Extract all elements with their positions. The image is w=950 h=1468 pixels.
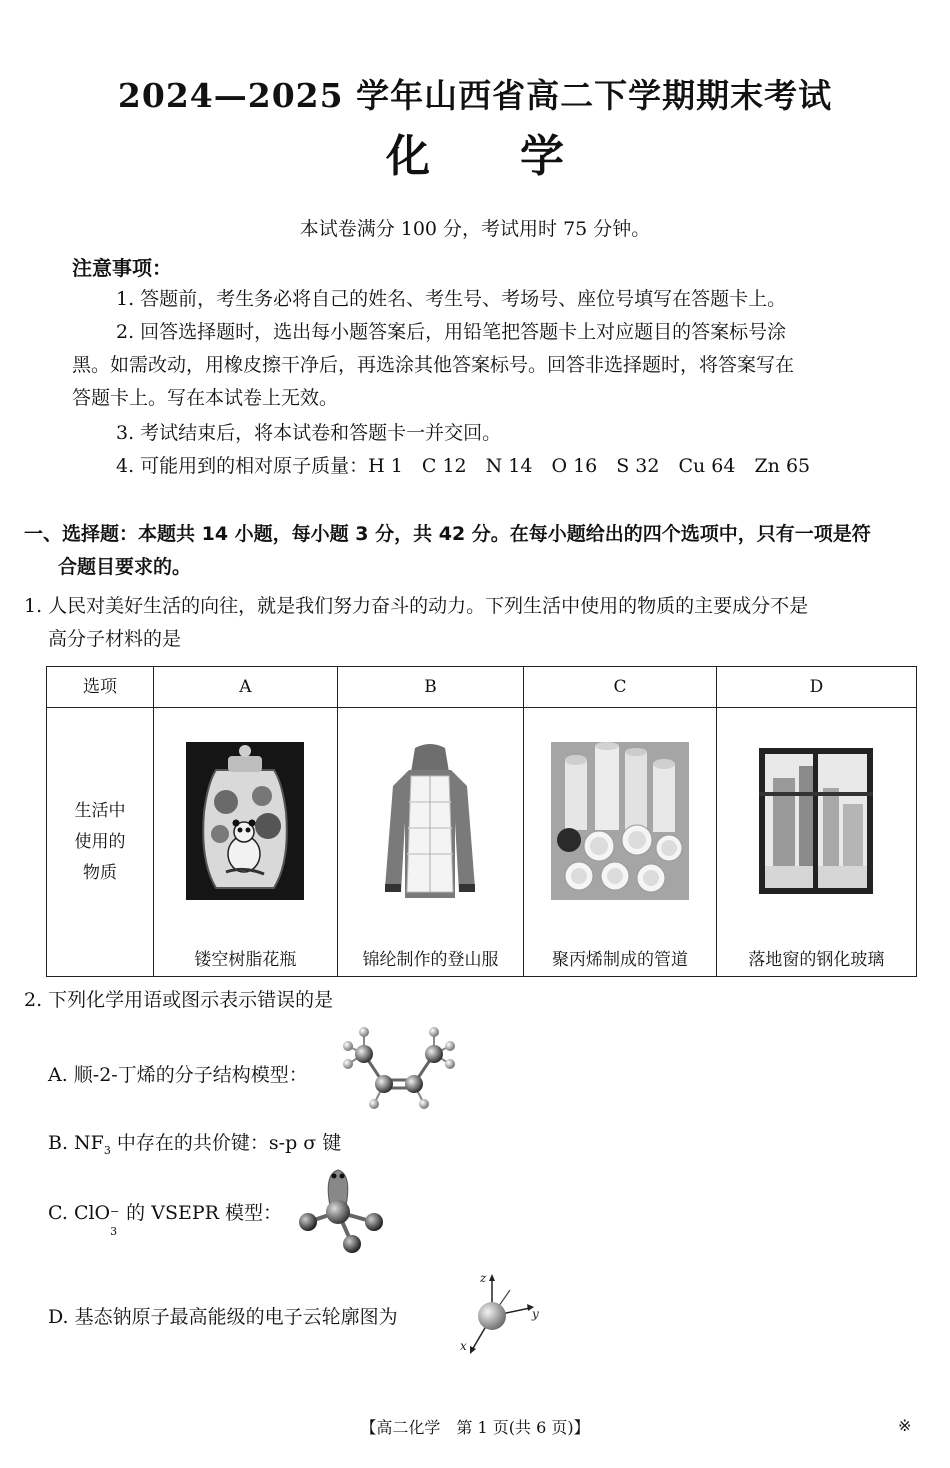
axis-label-z: z — [480, 1271, 487, 1285]
resin-vase-image — [186, 742, 304, 900]
row-label-line: 物质 — [83, 862, 117, 883]
subject-title: 化学 — [386, 131, 654, 182]
option-b-cell — [337, 708, 523, 977]
option-letter: C — [524, 667, 717, 708]
section-heading — [24, 518, 934, 584]
superscript: − — [110, 1205, 120, 1218]
question-2-stem: 2. 下列化学用语或图示表示错误的是 — [24, 989, 334, 1011]
3s-orbital-diagram — [452, 1270, 544, 1362]
option-caption: 锦纶制作的登山服 — [362, 950, 499, 970]
option-c-cell — [524, 708, 717, 977]
pp-pipes-image — [551, 742, 689, 900]
option-letter: B — [337, 667, 523, 708]
option-c-prefix: C. ClO — [48, 1202, 111, 1224]
clo3-vsepr-model — [294, 1164, 386, 1256]
option-caption: 镂空树脂花瓶 — [194, 950, 297, 970]
question-line: 1. 人民对美好生活的向往，就是我们努力奋斗的动力。下列生活中使用的物质的主要成分不是 — [24, 595, 809, 617]
notes-title: 注意事项： — [72, 256, 172, 280]
row-label-line: 使用的 — [74, 831, 126, 852]
row-label — [47, 708, 154, 977]
q2-option-b — [48, 1128, 341, 1157]
note-line: 4. 可能用到的相对原子质量：H 1 C 12 N 14 O 16 S 32 Cu 64 Zn 65 — [116, 455, 811, 477]
cis-2-butene-model — [334, 1024, 464, 1116]
row-label-line: 生活中 — [74, 800, 126, 821]
tempered-glass-window-image — [759, 748, 873, 894]
option-b-prefix: B. NF — [48, 1132, 104, 1154]
page-footer: 【高二化学 第 1 页(共 6 页)】 — [360, 1418, 590, 1437]
option-letter: A — [154, 667, 338, 708]
table-header-label: 选项 — [47, 667, 154, 708]
exam-title: 2024—2025 学年山西省高二下学期期末考试 — [117, 76, 833, 115]
footer-mark: ※ — [898, 1416, 912, 1435]
exam-intro: 本试卷满分 100 分，考试用时 75 分钟。 — [299, 218, 651, 240]
option-d-cell — [716, 708, 916, 977]
axis-label-y: y — [532, 1307, 539, 1321]
option-b-suffix: 中存在的共价键：s-p σ 键 — [110, 1132, 342, 1154]
note-line: 2. 回答选择题时，选出每小题答案后，用铅笔把答题卡上对应题目的答案标号涂 — [116, 321, 787, 343]
subscript: 3 — [103, 1143, 111, 1157]
q2-option-d: D. 基态钠原子最高能级的电子云轮廓图为 — [48, 1306, 398, 1328]
question-1-table — [46, 666, 917, 977]
question-line: 高分子材料的是 — [48, 628, 182, 650]
note-line: 3. 考试结束后，将本试卷和答题卡一并交回。 — [116, 422, 502, 444]
section-line: 一、选择题：本题共 14 小题，每小题 3 分，共 42 分。在每小题给出的四个选项中，只有一项是符 — [24, 523, 871, 545]
option-caption: 落地窗的钢化玻璃 — [748, 950, 885, 970]
mountain-jacket-image — [371, 742, 489, 900]
question-1-stem — [24, 590, 939, 656]
option-letter: D — [716, 667, 916, 708]
section-line: 合题目要求的。 — [58, 556, 192, 578]
q2-option-c — [48, 1198, 282, 1238]
option-a-cell — [154, 708, 338, 977]
q2-option-a: A. 顺-2-丁烯的分子结构模型： — [48, 1064, 308, 1086]
subscript: 3 — [110, 1225, 118, 1238]
option-caption: 聚丙烯制成的管道 — [552, 950, 689, 970]
option-c-suffix: 的 VSEPR 模型： — [120, 1202, 282, 1224]
note-line: 1. 答题前，考生务必将自己的姓名、考生号、考场号、座位号填写在答题卡上。 — [116, 288, 787, 310]
note-line: 答题卡上。写在本试卷上无效。 — [72, 387, 339, 409]
note-line: 黑。如需改动，用橡皮擦干净后，再选涂其他答案标号。回答非选择题时，将答案写在 — [72, 354, 795, 376]
axis-label-x: x — [460, 1339, 467, 1353]
